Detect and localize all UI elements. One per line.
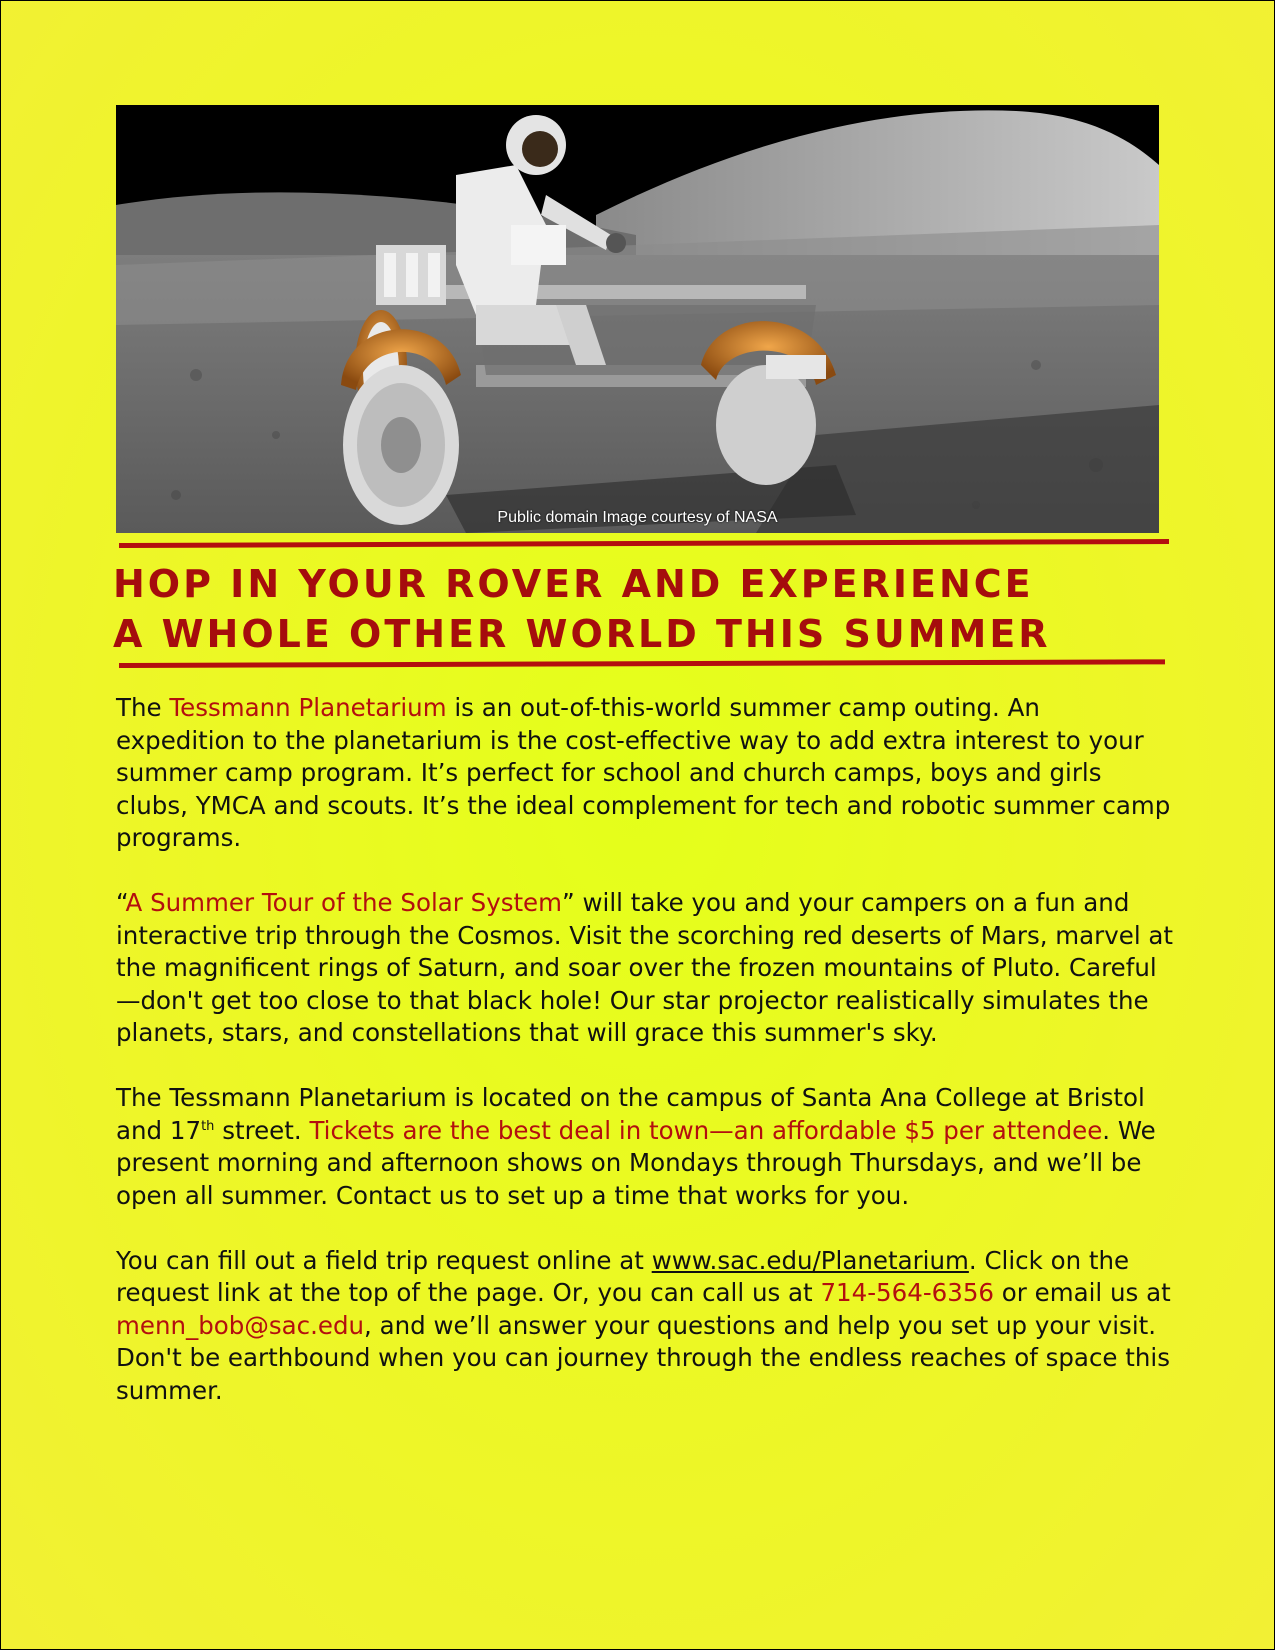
headline-line-2: A WHOLE OTHER WORLD THIS SUMMER [113, 612, 1051, 656]
flyer-body [116, 692, 1176, 1440]
photo-credit-caption: Public domain Image courtesy of NASA [497, 509, 778, 526]
open-quote: “ [116, 888, 126, 917]
location-text-end: street. [214, 1115, 310, 1145]
intro-text-rest: is an out-of-this-world summer camp outing. An expedition to the planetarium is the cost-effective way to add extra interest to your summer camp program. It’s perfect for school and church camps, boys and girls clubs, YMCA and scouts. It’s the ideal complement for tech and robotic summer camp programs. [116, 693, 1171, 852]
planetarium-website-link[interactable]: www.sac.edu/Planetarium [651, 1245, 969, 1275]
ticket-price-highlight: Tickets are the best deal in town—an affordable $5 per attendee [309, 1115, 1103, 1145]
paragraph-contact [116, 1245, 1176, 1408]
lunar-rover-illustration [116, 105, 1159, 533]
show-description-text: ” will take you and your campers on a fun and interactive trip through the Cosmos. Visit the scorching red deserts of Mars, marvel at the magnificent rings of Saturn, and soar over the frozen mountains of Pluto. Careful—don't get too close to that black hole! Our star projector realistically simulates the planets, stars, and constellations that will grace this summer's sky. [116, 888, 1174, 1047]
paragraph-show-description [116, 887, 1176, 1050]
schedule-text: . We present morning and afternoon shows on Mondays through Thursdays, and we’ll be open all summer. Contact us to set up a time that works for you. [116, 1115, 1156, 1210]
email-address[interactable]: menn_bob@sac.edu [116, 1310, 365, 1340]
show-title-highlight: A Summer Tour of the Solar System [125, 888, 563, 917]
request-text: You can fill out a field trip request online at [116, 1245, 652, 1275]
headline-top-rule [119, 539, 1169, 548]
intro-text-start: The [116, 693, 170, 722]
paragraph-intro [116, 692, 1176, 855]
headline-bottom-rule [119, 659, 1165, 668]
headline-line-1: HOP IN YOUR ROVER AND EXPERIENCE [113, 562, 1034, 606]
phone-number[interactable]: 714-564-6356 [820, 1278, 995, 1307]
headline [113, 559, 1173, 659]
ordinal-suffix: th [201, 1118, 215, 1134]
paragraph-location-tickets [116, 1082, 1176, 1212]
lunar-rover-photo [116, 105, 1159, 533]
request-instructions-text: . Click on the request link at the top of the page. Or, you can call us at [116, 1245, 1130, 1307]
closing-text: , and we’ll answer your questions and help you set up your visit. Don't be earthbound when you can journey through the endless reaches of space this summer. [116, 1310, 1170, 1405]
planetarium-name-highlight: Tessmann Planetarium [169, 693, 447, 722]
location-text: The Tessmann Planetarium is located on the campus of Santa Ana College at Bristol and 17 [116, 1083, 1145, 1145]
email-lead-text: or email us at [994, 1278, 1171, 1307]
